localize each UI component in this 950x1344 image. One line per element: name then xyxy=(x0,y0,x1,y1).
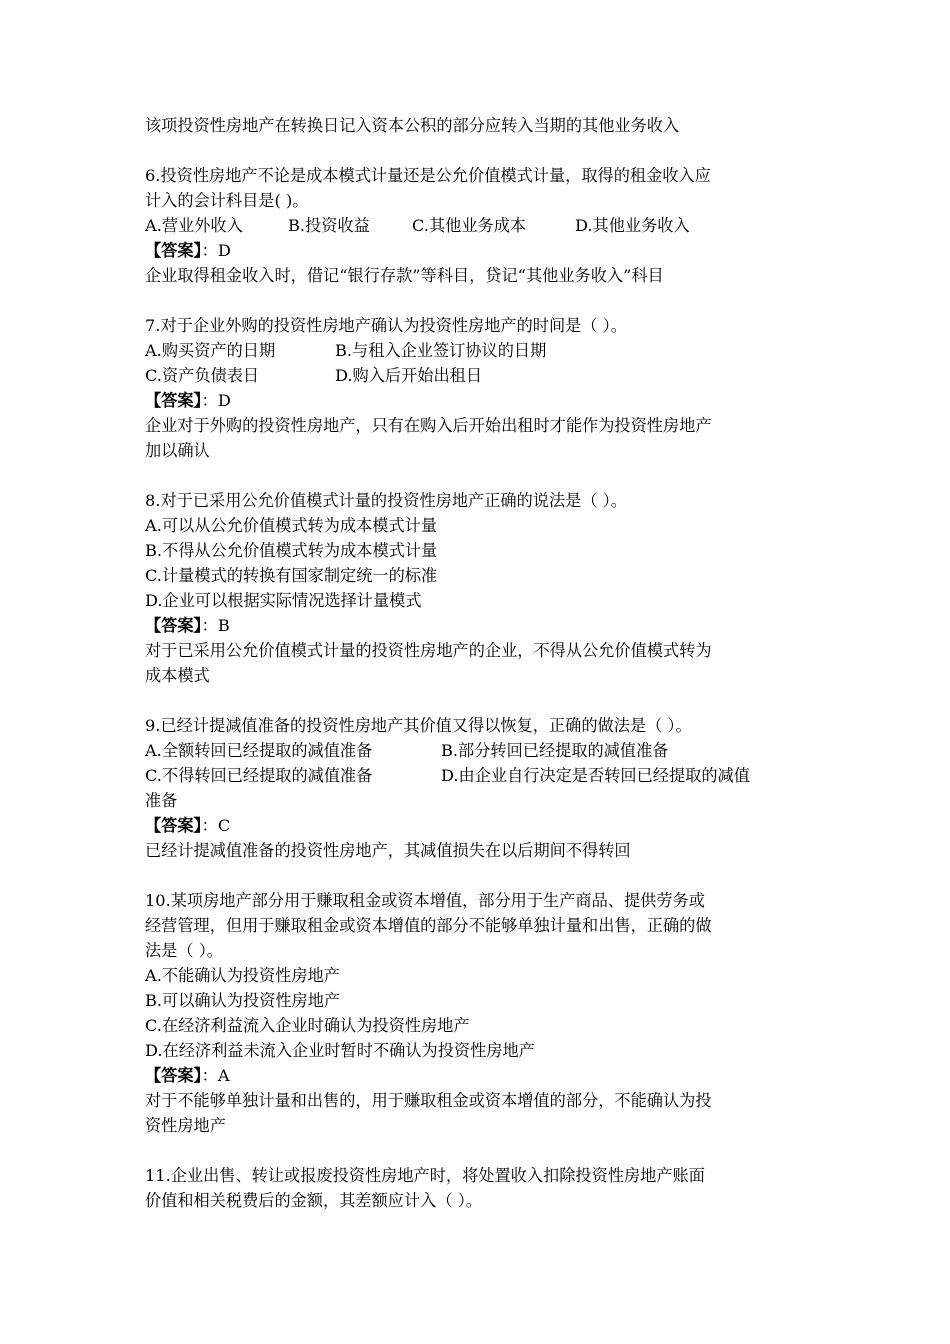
q10-stem-line-2: 经营管理，但用于赚取租金或资本增值的部分不能够单独计量和出售，正确的做 xyxy=(145,916,712,935)
spacer xyxy=(145,138,825,163)
q9-option-a: A.全额转回已经提取的减值准备 xyxy=(145,741,373,760)
q6-options xyxy=(145,213,825,238)
q6-answer xyxy=(145,238,825,263)
q11-stem-line-2: 价值和相关税费后的金额，其差额应计入（ ）。 xyxy=(145,1191,482,1210)
question-7 xyxy=(145,313,825,463)
q7-stem: 7.对于企业外购的投资性房地产确认为投资性房地产的时间是（ ）。 xyxy=(145,316,627,335)
q9-option-d-continued: 准备 xyxy=(145,791,178,810)
q10-explanation-line-1: 对于不能够单独计量和出售的，用于赚取租金或资本增值的部分，不能确认为投 xyxy=(145,1091,712,1110)
answer-value: ：C xyxy=(201,816,231,835)
q7-option-b: B.与租入企业签订协议的日期 xyxy=(335,341,547,360)
q7-option-d: D.购入后开始出租日 xyxy=(335,366,483,385)
q9-answer xyxy=(145,813,825,838)
document-page xyxy=(145,113,825,1213)
q9-option-d: D.由企业自行决定是否转回已经提取的减值 xyxy=(441,766,750,785)
answer-label: 【答案】 xyxy=(145,1066,202,1085)
q10-option-c: C.在经济利益流入企业时确认为投资性房地产 xyxy=(145,1016,470,1035)
q10-stem-line-1: 10.某项房地产部分用于赚取租金或资本增值，部分用于生产商品、提供劳务或 xyxy=(145,891,705,910)
q10-explanation-line-2: 资性房地产 xyxy=(145,1116,226,1135)
q6-stem-line-1: 6.投资性房地产不论是成本模式计量还是公允价值模式计量，取得的租金收入应 xyxy=(145,166,711,185)
q7-option-a: A.购买资产的日期 xyxy=(145,341,276,360)
q9-option-c: C.不得转回已经提取的减值准备 xyxy=(145,766,373,785)
q9-options-row-1 xyxy=(145,738,825,763)
answer-value: ：B xyxy=(201,616,230,635)
question-9 xyxy=(145,713,825,863)
question-11 xyxy=(145,1163,825,1213)
q7-options-row-1 xyxy=(145,338,825,363)
question-10 xyxy=(145,888,825,1138)
q10-option-a: A.不能确认为投资性房地产 xyxy=(145,966,340,985)
q9-option-b: B.部分转回已经提取的减值准备 xyxy=(441,741,669,760)
q11-stem-line-1: 11.企业出售、转让或报废投资性房地产时，将处置收入扣除投资性房地产账面 xyxy=(145,1166,705,1185)
q8-explanation-line-2: 成本模式 xyxy=(145,666,210,685)
q10-option-b: B.可以确认为投资性房地产 xyxy=(145,991,341,1010)
q9-options-row-2 xyxy=(145,763,825,788)
answer-label: 【答案】 xyxy=(145,816,202,835)
question-6 xyxy=(145,163,825,288)
answer-value: ：D xyxy=(201,391,231,410)
q8-option-b: B.不得从公允价值模式转为成本模式计量 xyxy=(145,541,438,560)
q6-option-d: D.其他业务收入 xyxy=(575,216,690,235)
q10-answer xyxy=(145,1063,825,1088)
q6-option-a: A.营业外收入 xyxy=(145,216,243,235)
question-8 xyxy=(145,488,825,688)
spacer xyxy=(145,288,825,313)
q6-stem-line-2: 计入的会计科目是( )。 xyxy=(145,191,309,210)
answer-label: 【答案】 xyxy=(145,241,202,260)
q8-answer xyxy=(145,613,825,638)
q7-explanation-line-1: 企业对于外购的投资性房地产，只有在购入后开始出租时才能作为投资性房地产 xyxy=(145,416,712,435)
spacer xyxy=(145,463,825,488)
q8-option-c: C.计量模式的转换有国家制定统一的标准 xyxy=(145,566,438,585)
answer-label: 【答案】 xyxy=(145,616,202,635)
intro-text: 该项投资性房地产在转换日记入资本公积的部分应转入当期的其他业务收入 xyxy=(145,116,680,135)
q10-stem-line-3: 法是（ ）。 xyxy=(145,941,223,960)
q7-answer xyxy=(145,388,825,413)
answer-value: ：A xyxy=(201,1066,230,1085)
q7-explanation-line-2: 加以确认 xyxy=(145,441,210,460)
spacer xyxy=(145,863,825,888)
q8-option-d: D.企业可以根据实际情况选择计量模式 xyxy=(145,591,422,610)
spacer xyxy=(145,688,825,713)
q8-explanation-line-1: 对于已采用公允价值模式计量的投资性房地产的企业，不得从公允价值模式转为 xyxy=(145,641,712,660)
answer-label: 【答案】 xyxy=(145,391,202,410)
q8-option-a: A.可以从公允价值模式转为成本模式计量 xyxy=(145,516,438,535)
q6-option-b: B.投资收益 xyxy=(288,216,370,235)
q7-options-row-2 xyxy=(145,363,825,388)
q7-option-c: C.资产负债表日 xyxy=(145,366,260,385)
q6-explanation: 企业取得租金收入时，借记“银行存款”等科目，贷记“其他业务收入”科目 xyxy=(145,266,664,285)
q8-stem: 8.对于已采用公允价值模式计量的投资性房地产正确的说法是（ ）。 xyxy=(145,491,627,510)
q9-explanation: 已经计提减值准备的投资性房地产，其减值损失在以后期间不得转回 xyxy=(145,841,631,860)
spacer xyxy=(145,1138,825,1163)
q10-option-d: D.在经济利益未流入企业时暂时不确认为投资性房地产 xyxy=(145,1041,535,1060)
q6-option-c: C.其他业务成本 xyxy=(412,216,527,235)
q9-stem: 9.已经计提减值准备的投资性房地产其价值又得以恢复，正确的做法是（ ）。 xyxy=(145,716,692,735)
answer-value: ：D xyxy=(201,241,231,260)
